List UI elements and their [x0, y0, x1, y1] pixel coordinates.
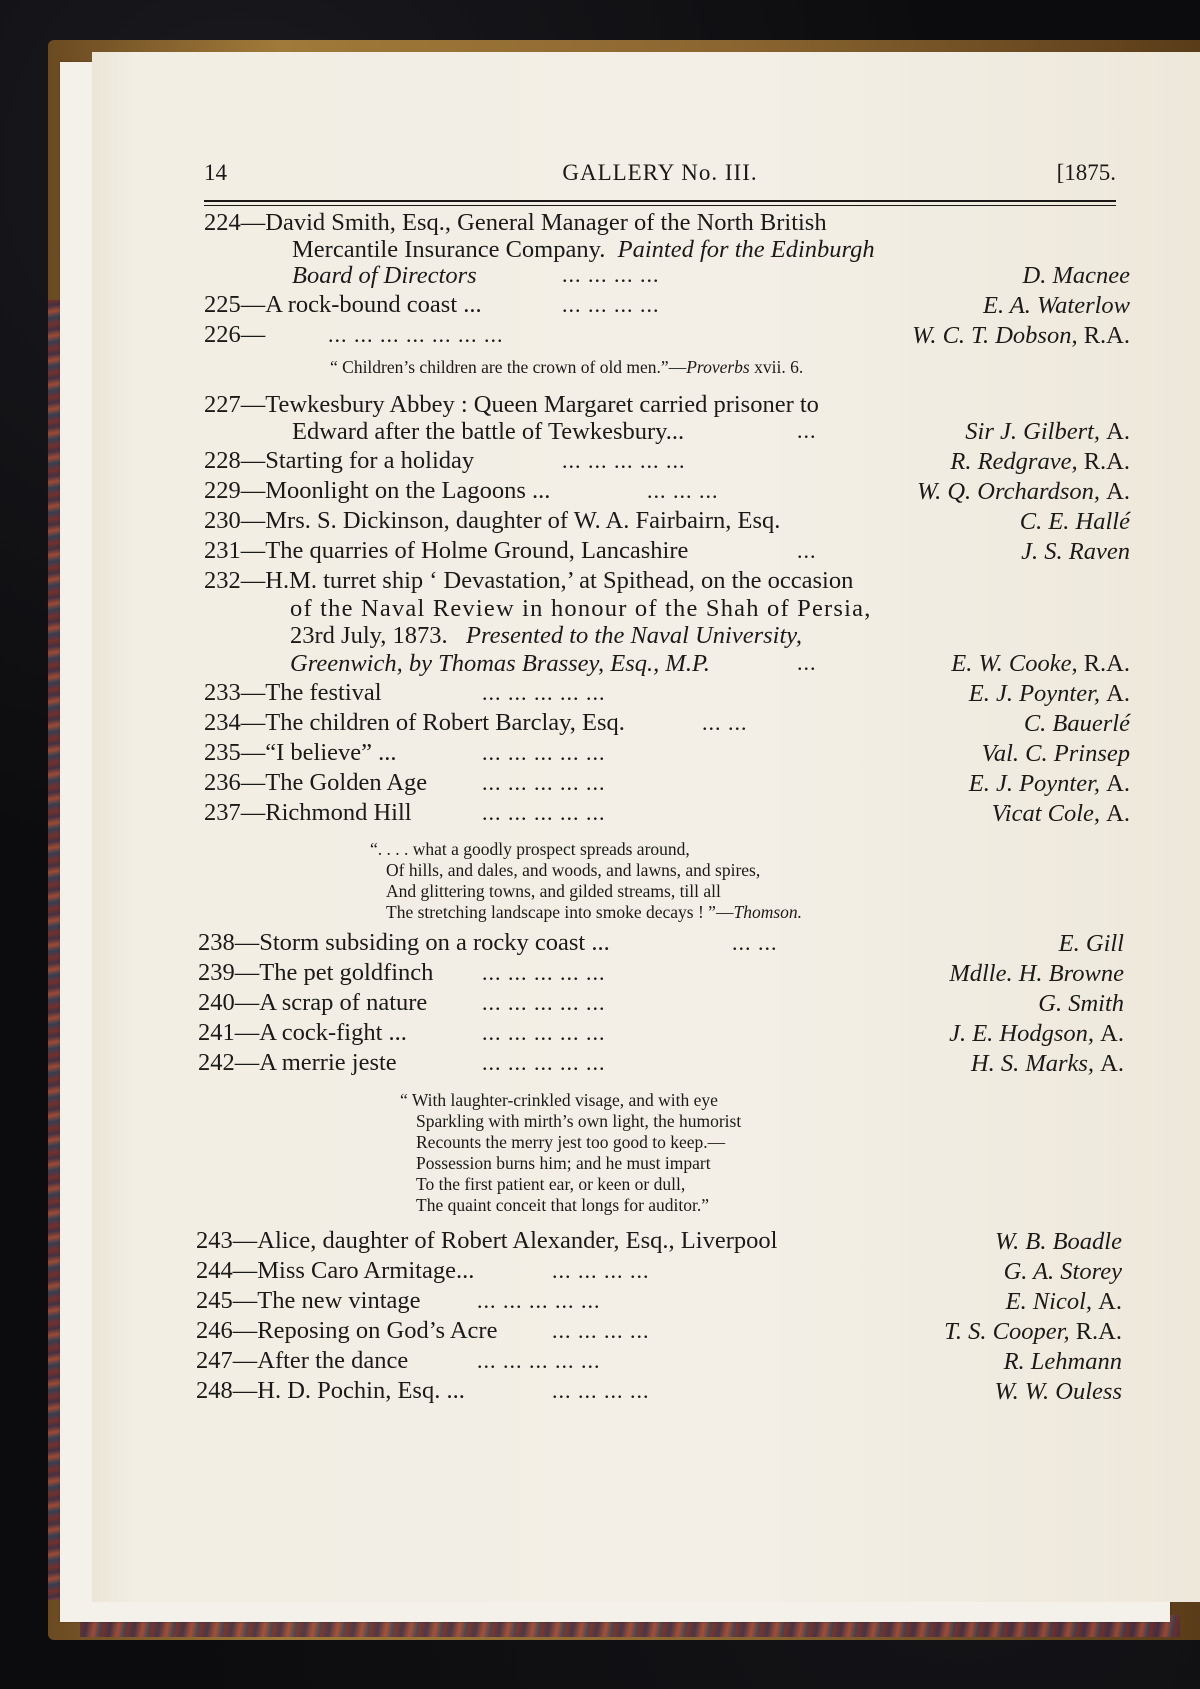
- entry-number: 229: [204, 477, 241, 504]
- catalogue-entry: [204, 710, 625, 735]
- page: [92, 52, 1200, 1602]
- artist-name: J. S. Raven: [1021, 538, 1130, 565]
- catalogue-entry: [204, 680, 382, 705]
- entry-dash: —: [240, 477, 266, 504]
- header-rule: [204, 200, 1116, 202]
- entry-dash: —: [240, 447, 266, 474]
- entry-title-cont: [290, 622, 802, 650]
- epigraph-line: The quaint conceit that longs for auditor.”: [416, 1195, 710, 1215]
- entry-dash: —: [234, 989, 260, 1016]
- entry-title: H.M. turret ship ‘ Devastation,’ at Spithead, on the occasion: [265, 567, 854, 594]
- entry-dash: —: [240, 709, 266, 736]
- epigraph-line: “. . . . what a goodly prospect spreads around,: [370, 839, 690, 859]
- catalogue-entry: [196, 1288, 421, 1313]
- artist-suffix: R.A.: [1083, 448, 1130, 475]
- leader-dots: ...: [797, 418, 817, 443]
- header-rule-thin: [204, 205, 1116, 206]
- entry-title: Mrs. S. Dickinson, daughter of W. A. Fairbairn, Esq.: [265, 507, 781, 534]
- catalogue-entry: [196, 1378, 465, 1403]
- entry-number: 241: [198, 1019, 235, 1046]
- artist-suffix: A.: [1106, 680, 1130, 707]
- entry-title: A rock-bound coast ...: [265, 291, 482, 318]
- artist-name-text: Sir J. Gilbert,: [965, 418, 1101, 445]
- artist-name-text: J. E. Hodgson,: [949, 1020, 1095, 1047]
- artist-name: [965, 418, 1130, 446]
- page-number: 14: [204, 160, 227, 185]
- leader-dots: ... ... ... ... ...: [482, 1020, 606, 1045]
- entry-note-cont: Greenwich, by Thomas Brassey, Esq., M.P.: [290, 650, 710, 677]
- artist-suffix: A.: [1106, 418, 1130, 445]
- entry-title: Starting for a holiday: [265, 447, 475, 474]
- entry-dash: —: [234, 1049, 260, 1076]
- entry-number: 237: [204, 799, 241, 826]
- catalogue-entry: [196, 1228, 777, 1253]
- entry-title: Tewkesbury Abbey : Queen Margaret carried prisoner to: [265, 391, 819, 418]
- entry-dash: —: [232, 1347, 258, 1374]
- entry-continuation: [292, 236, 875, 264]
- artist-name: [969, 680, 1130, 708]
- catalogue-entry: [204, 210, 827, 235]
- entry-title-cont: Edward after the battle of Tewkesbury...: [292, 418, 685, 445]
- artist-name-text: W. Q. Orchardson,: [916, 478, 1101, 505]
- epigraph: [330, 357, 803, 378]
- artist-name: [1006, 1288, 1122, 1316]
- catalogue-entry: [204, 322, 265, 347]
- entry-number: 228: [204, 447, 241, 474]
- entry-note: Presented to the Naval University,: [466, 622, 802, 649]
- catalogue-entry: [204, 292, 482, 317]
- entry-dash: —: [234, 959, 260, 986]
- entry-number: 245: [196, 1287, 233, 1314]
- artist-suffix: R.A.: [1083, 650, 1130, 677]
- artist-suffix: A.: [1100, 1050, 1124, 1077]
- entry-number: 243: [196, 1227, 233, 1254]
- leader-dots: ... ... ... ... ...: [482, 800, 606, 825]
- artist-name: [992, 800, 1130, 828]
- catalogue-entry: [196, 1318, 497, 1343]
- artist-name: G. Smith: [1038, 990, 1124, 1017]
- entry-number: 248: [196, 1377, 233, 1404]
- leader-dots: ... ... ... ... ...: [482, 990, 606, 1015]
- entry-dash: —: [240, 537, 266, 564]
- catalogue-entry: [204, 568, 853, 593]
- artist-suffix: A.: [1098, 1288, 1122, 1315]
- entry-note: Painted for the Edinburgh: [617, 236, 875, 263]
- catalogue-entry: [198, 930, 610, 955]
- epigraph-text: “ Children’s children are the crown of old men.”—: [330, 357, 687, 377]
- artist-name-text: E. Nicol,: [1005, 1288, 1093, 1315]
- artist-name: R. Lehmann: [1003, 1348, 1122, 1375]
- entry-number: 244: [196, 1257, 233, 1284]
- entry-title: The new vintage: [257, 1287, 421, 1314]
- artist-name-text: R. Redgrave,: [950, 448, 1078, 475]
- entry-number: 224: [204, 209, 241, 236]
- epigraph-line: To the first patient ear, or keen or dull,: [416, 1174, 686, 1194]
- entry-number: 226: [204, 321, 241, 348]
- artist-name: W. B. Boadle: [994, 1228, 1122, 1255]
- epigraph: [400, 1090, 741, 1216]
- epigraph: [370, 839, 802, 923]
- epigraph-source: Thomson.: [733, 902, 803, 922]
- entry-dash: —: [234, 929, 260, 956]
- entry-title: After the dance: [257, 1347, 409, 1374]
- leader-dots: ... ... ...: [647, 478, 719, 503]
- artist-suffix: A.: [1106, 478, 1130, 505]
- artist-suffix: R.A.: [1083, 322, 1130, 349]
- leader-dots: ... ...: [702, 710, 748, 735]
- leader-dots: ...: [797, 538, 817, 563]
- entry-number: 235: [204, 739, 241, 766]
- catalogue-entry: [198, 990, 427, 1015]
- leader-dots: ... ... ... ...: [562, 262, 660, 287]
- artist-name: G. A. Storey: [1003, 1258, 1122, 1285]
- catalogue-entry: [204, 800, 412, 825]
- entry-dash: —: [232, 1287, 258, 1314]
- leader-dots: ... ... ... ... ...: [477, 1348, 601, 1373]
- artist-suffix: A.: [1106, 770, 1130, 797]
- entry-dash: —: [240, 391, 266, 418]
- catalogue-entry: [204, 770, 427, 795]
- artist-name: [917, 478, 1130, 506]
- leader-dots: ... ... ... ... ...: [482, 740, 606, 765]
- epigraph-ref: xvii. 6.: [749, 357, 804, 377]
- leader-dots: ... ... ... ... ...: [562, 448, 686, 473]
- entry-dash: —: [240, 679, 266, 706]
- epigraph-line: Recounts the merry jest too good to keep.—: [416, 1132, 726, 1152]
- artist-suffix: A.: [1100, 1020, 1124, 1047]
- entry-title: The festival: [265, 679, 382, 706]
- entry-number: 240: [198, 989, 235, 1016]
- entry-dash: —: [234, 1019, 260, 1046]
- entry-title: A scrap of nature: [259, 989, 428, 1016]
- entry-title: Richmond Hill: [265, 799, 412, 826]
- artist-name: E. Gill: [1058, 930, 1124, 957]
- entry-number: 247: [196, 1347, 233, 1374]
- entry-dash: —: [240, 291, 266, 318]
- entry-title: The children of Robert Barclay, Esq.: [265, 709, 625, 736]
- leader-dots: ... ... ... ...: [562, 292, 660, 317]
- leader-dots: ... ... ... ... ...: [482, 680, 606, 705]
- entry-title: The Golden Age: [265, 769, 428, 796]
- page-header: [204, 160, 1116, 190]
- entry-number: 238: [198, 929, 235, 956]
- artist-name-text: E. J. Poynter,: [968, 680, 1101, 707]
- entry-number: 236: [204, 769, 241, 796]
- catalogue-entry: [196, 1258, 474, 1283]
- entry-title: Storm subsiding on a rocky coast ...: [259, 929, 610, 956]
- leader-dots: ... ... ... ... ...: [482, 960, 606, 985]
- artist-name: [912, 322, 1130, 350]
- artist-name: Val. C. Prinsep: [981, 740, 1130, 767]
- entry-number: 225: [204, 291, 241, 318]
- artist-name: D. Macnee: [1022, 262, 1130, 289]
- leader-dots: ... ... ... ...: [552, 1318, 650, 1343]
- catalogue-entry: [198, 1020, 407, 1045]
- artist-name: C. Bauerlé: [1023, 710, 1130, 737]
- artist-name: [951, 650, 1130, 678]
- artist-name: [944, 1318, 1122, 1346]
- artist-name-text: Vicat Cole,: [991, 800, 1101, 827]
- entry-number: 234: [204, 709, 241, 736]
- entry-title: Reposing on God’s Acre: [257, 1317, 498, 1344]
- entry-number: 230: [204, 507, 241, 534]
- artist-name: C. E. Hallé: [1019, 508, 1130, 535]
- entry-title: “I believe” ...: [265, 739, 397, 766]
- artist-name-text: E. W. Cooke,: [951, 650, 1078, 677]
- entry-number: 239: [198, 959, 235, 986]
- entry-number: 246: [196, 1317, 233, 1344]
- leader-dots: ... ...: [732, 930, 778, 955]
- entry-title: Miss Caro Armitage...: [257, 1257, 475, 1284]
- entry-dash: —: [240, 321, 266, 348]
- catalogue-entry: [204, 740, 397, 765]
- catalogue-entry: [204, 448, 474, 473]
- entry-title: Moonlight on the Lagoons ...: [265, 477, 551, 504]
- artist-name-text: E. J. Poynter,: [968, 770, 1101, 797]
- entry-number: 242: [198, 1049, 235, 1076]
- entry-dash: —: [240, 739, 266, 766]
- entry-title: The pet goldfinch: [259, 959, 434, 986]
- entry-note-cont: Board of Directors: [292, 262, 477, 289]
- epigraph-line: Possession burns him; and he must impart: [416, 1153, 711, 1173]
- page-year: [1875.: [1056, 160, 1116, 185]
- artist-name: W. W. Ouless: [994, 1378, 1122, 1405]
- artist-name-text: H. S. Marks,: [970, 1050, 1095, 1077]
- entry-title: A cock-fight ...: [259, 1019, 407, 1046]
- leader-dots: ... ... ... ...: [552, 1378, 650, 1403]
- entry-title-cont: of the Naval Review in honour of the Shah of Persia,: [290, 595, 872, 622]
- catalogue-entry: [196, 1348, 408, 1373]
- entry-dash: —: [232, 1257, 258, 1284]
- entry-number: 227: [204, 391, 241, 418]
- catalogue-entry: [204, 392, 819, 417]
- artist-name: [949, 1020, 1124, 1048]
- entry-title: H. D. Pochin, Esq. ...: [257, 1377, 465, 1404]
- epigraph-line: And glittering towns, and gilded streams, till all: [386, 881, 721, 901]
- entry-title: David Smith, Esq., General Manager of the North British: [265, 209, 827, 236]
- entry-dash: —: [232, 1317, 258, 1344]
- entry-dash: —: [240, 769, 266, 796]
- catalogue-entry: [204, 478, 550, 503]
- entry-title: Alice, daughter of Robert Alexander, Esq., Liverpool: [257, 1227, 778, 1254]
- leader-dots: ... ... ... ... ...: [482, 1050, 606, 1075]
- entry-dash: —: [232, 1377, 258, 1404]
- epigraph-line: The stretching landscape into smoke decays ! ”—: [386, 902, 734, 922]
- entry-dash: —: [232, 1227, 258, 1254]
- catalogue-entry: [204, 538, 688, 563]
- catalogue-entry: [204, 508, 780, 533]
- artist-name: E. A. Waterlow: [982, 292, 1130, 319]
- epigraph-source: Proverbs: [686, 357, 750, 377]
- artist-name: [950, 448, 1130, 476]
- epigraph-line: “ With laughter-crinkled visage, and with eye: [400, 1090, 718, 1110]
- entry-title: A merrie jeste: [259, 1049, 397, 1076]
- artist-name: Mdlle. H. Browne: [949, 960, 1124, 987]
- entry-title-cont: Mercantile Insurance Company.: [292, 236, 606, 263]
- epigraph-line: Sparkling with mirth’s own light, the humorist: [416, 1111, 742, 1131]
- entry-dash: —: [240, 209, 266, 236]
- page-title: GALLERY No. III.: [562, 160, 758, 185]
- artist-suffix: R.A.: [1075, 1318, 1122, 1345]
- artist-name-text: W. C. T. Dobson,: [912, 322, 1078, 349]
- entry-dash: —: [240, 799, 266, 826]
- leader-dots: ... ... ... ...: [552, 1258, 650, 1283]
- leader-dots: ... ... ... ... ...: [477, 1288, 601, 1313]
- entry-title-cont-text: 23rd July, 1873.: [290, 622, 448, 649]
- catalogue-entry: [198, 1050, 397, 1075]
- entry-number: 233: [204, 679, 241, 706]
- leader-dots: ...: [797, 650, 817, 675]
- artist-name: [969, 770, 1130, 798]
- artist-name: [971, 1050, 1124, 1078]
- artist-suffix: A.: [1106, 800, 1130, 827]
- catalogue-entry: [198, 960, 433, 985]
- entry-number: 231: [204, 537, 241, 564]
- entry-dash: —: [240, 567, 266, 594]
- entry-title: The quarries of Holme Ground, Lancashire: [265, 537, 689, 564]
- leader-dots: ... ... ... ... ... ... ...: [328, 322, 504, 347]
- artist-name-text: T. S. Cooper,: [944, 1318, 1070, 1345]
- epigraph-line: Of hills, and dales, and woods, and lawns, and spires,: [386, 860, 761, 880]
- entry-dash: —: [240, 507, 266, 534]
- entry-number: 232: [204, 567, 241, 594]
- leader-dots: ... ... ... ... ...: [482, 770, 606, 795]
